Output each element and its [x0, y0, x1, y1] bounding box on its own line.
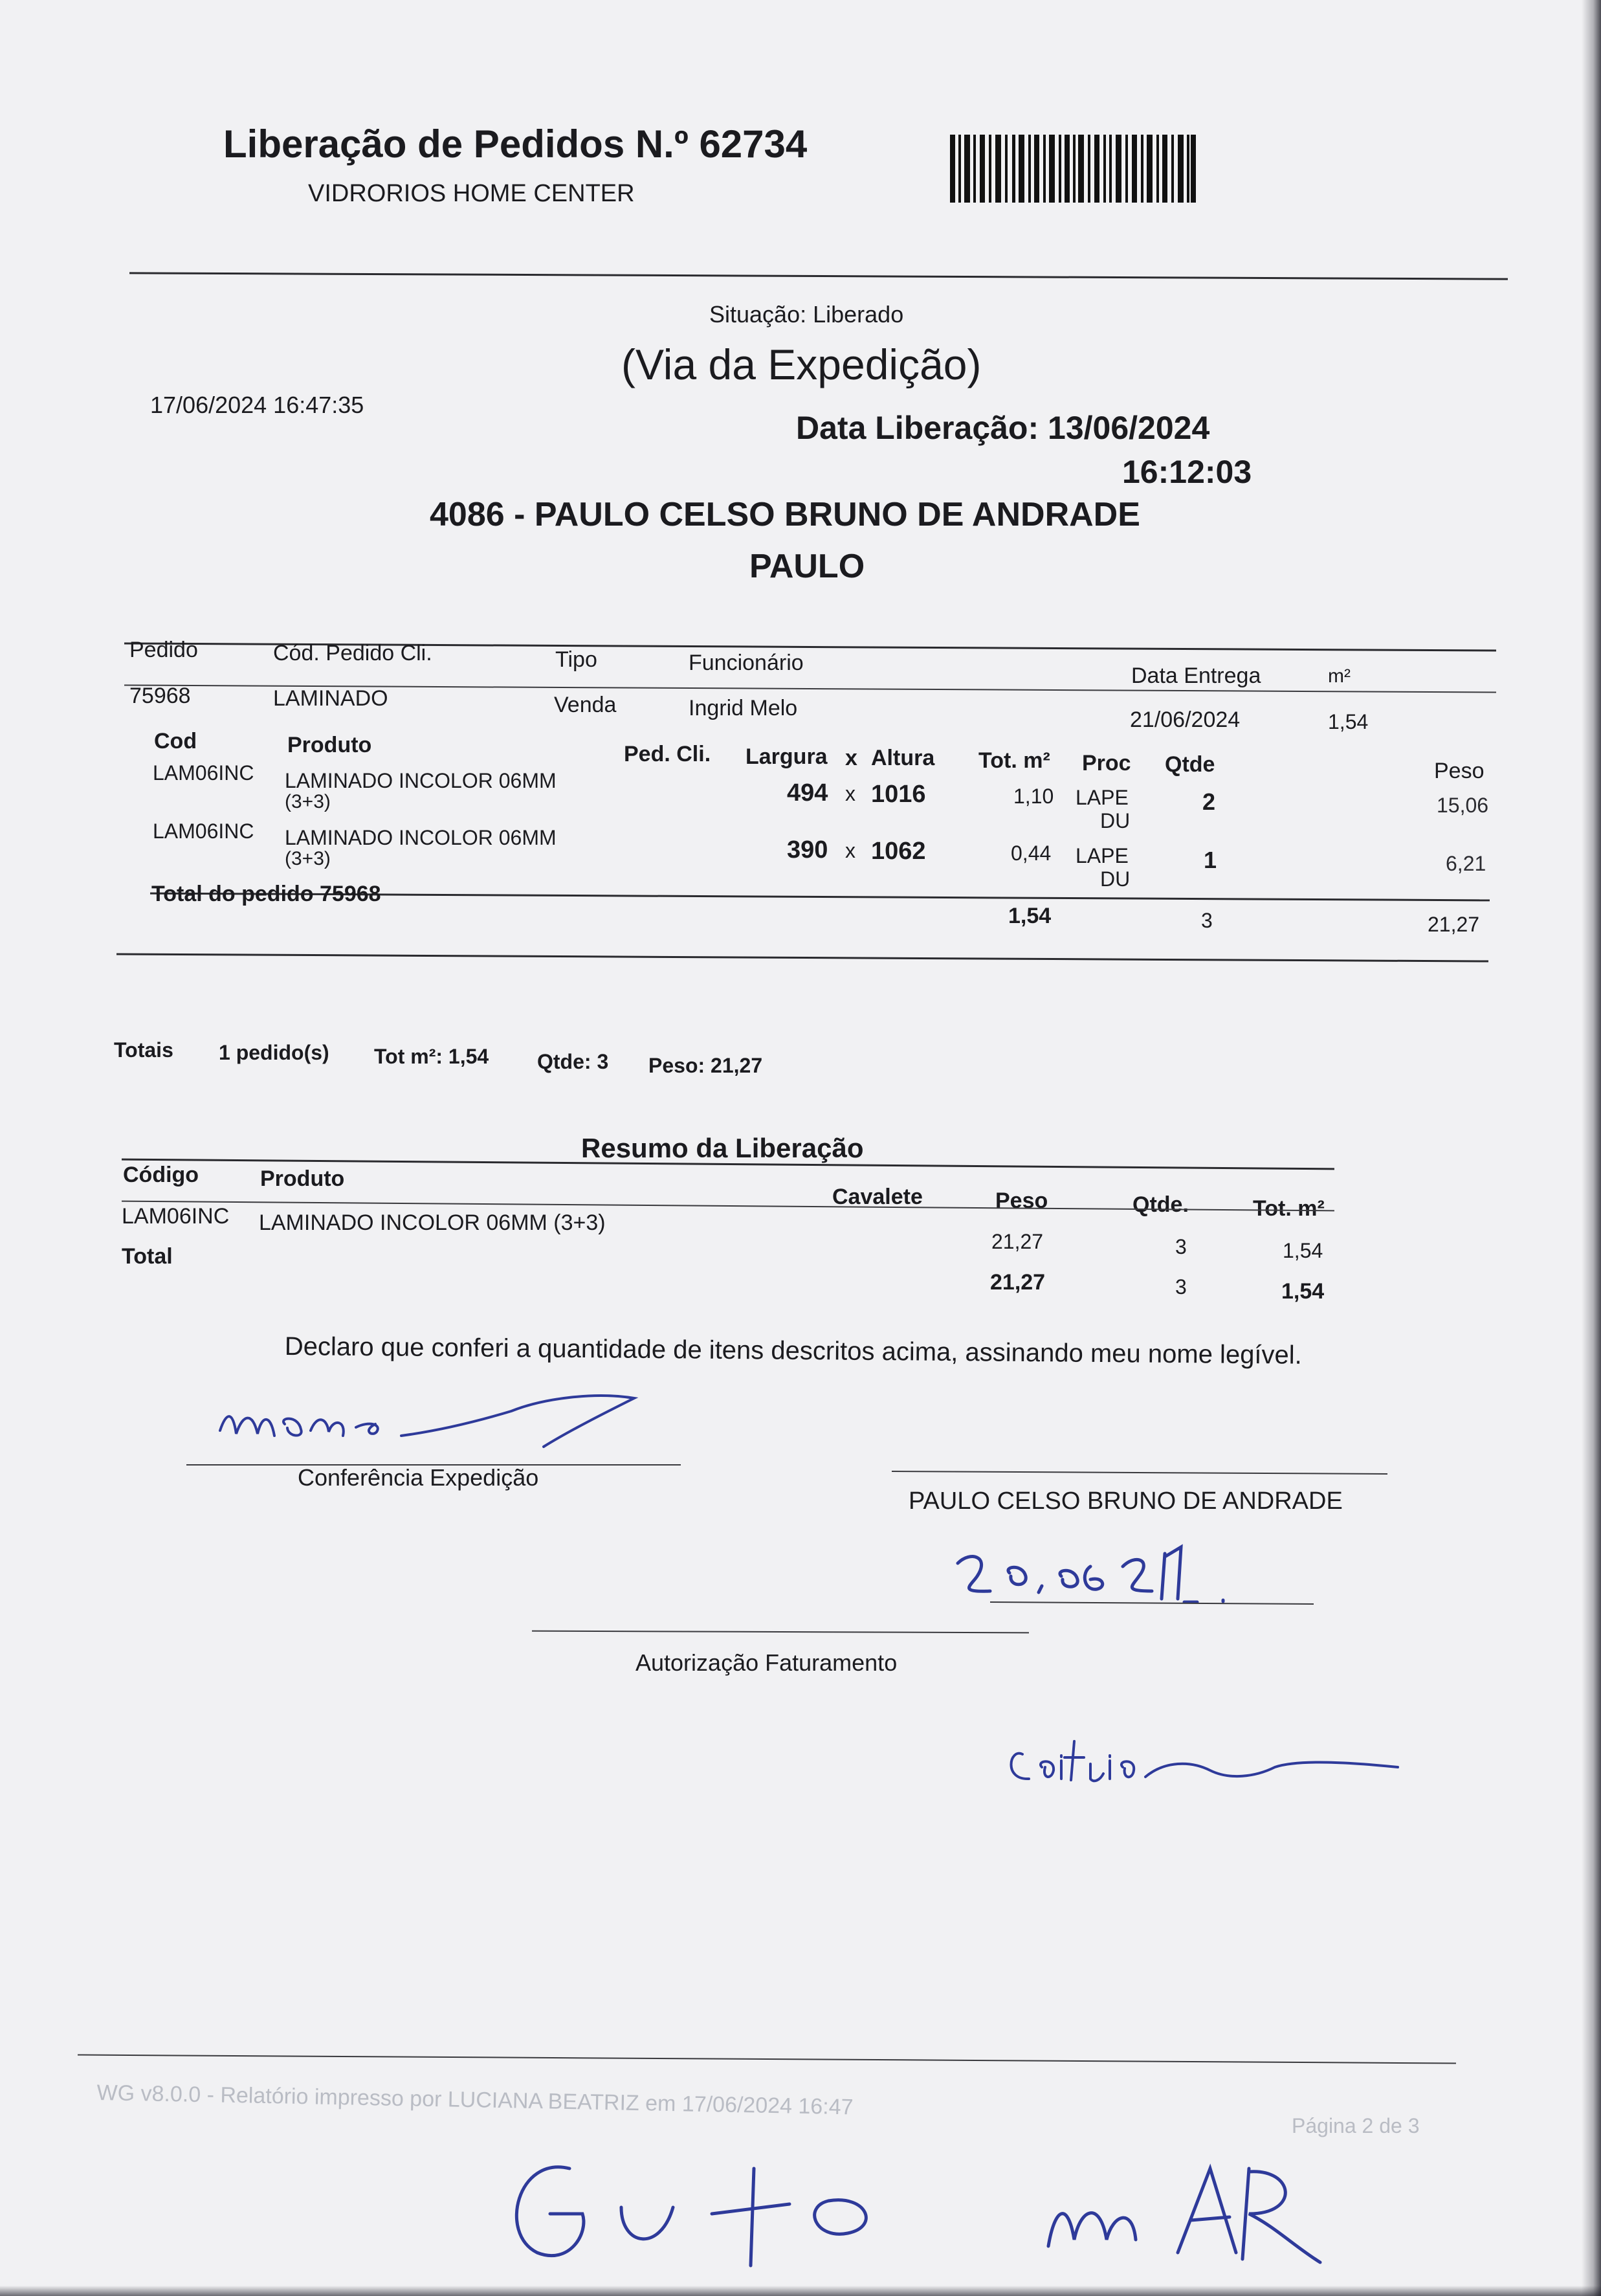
via-label: (Via da Expedição) [621, 340, 982, 388]
row2-produto-line2: (3+3) [285, 848, 331, 869]
row1-cod: LAM06INC [153, 761, 254, 785]
val-data-entrega: 21/06/2024 [1130, 708, 1241, 732]
report-title: Liberação de Pedidos N.º 62734 [223, 122, 808, 166]
conferencia-label: Conferência Expedição [298, 1464, 539, 1491]
footer-page: Página 2 de 3 [1292, 2114, 1420, 2137]
row2-proc-line2: DU [1100, 867, 1131, 891]
autorizacao-signature [997, 1722, 1411, 1800]
col-cod: Cod [154, 729, 197, 753]
header-divider [129, 272, 1508, 280]
order-total-label: Total do pedido 75968 [151, 882, 381, 906]
printed-datetime: 17/06/2024 16:47:35 [150, 392, 364, 418]
row1-x: x [845, 782, 856, 805]
resumo-total-label: Total [122, 1244, 173, 1269]
totais-pedidos: 1 pedido(s) [219, 1041, 329, 1064]
resumo-row-peso: 21,27 [991, 1230, 1044, 1253]
col-altura: Altura [871, 746, 935, 770]
val-funcionario: Ingrid Melo [689, 696, 798, 720]
val-pedido: 75968 [129, 684, 191, 708]
totais-peso: Peso: 21,27 [648, 1054, 763, 1077]
row2-qtde: 1 [1204, 847, 1217, 873]
resumo-row-qtde: 3 [1175, 1235, 1187, 1258]
row1-produto-line1: LAMINADO INCOLOR 06MM [285, 769, 557, 792]
order-total-m2: 1,54 [1008, 904, 1052, 928]
barcode-icon [950, 135, 1196, 203]
col-produto: Produto [287, 733, 372, 757]
hora-liberacao: 16:12:03 [1122, 454, 1252, 490]
col-tot-m2: Tot. m² [978, 748, 1050, 773]
col-pedido: Pedido [129, 638, 198, 662]
col-m2: m² [1328, 665, 1351, 687]
row2-peso: 6,21 [1446, 852, 1486, 875]
row1-proc-line1: LAPE [1076, 786, 1129, 809]
autorizacao-line [532, 1631, 1029, 1634]
col-ped-cli: Ped. Cli. [624, 742, 711, 766]
val-cod-pedido-cli: LAMINADO [273, 686, 388, 711]
row1-altura: 1016 [871, 781, 926, 808]
resumo-total-tot-m2: 1,54 [1281, 1279, 1325, 1304]
situacao-label: Situação: Liberado [709, 301, 904, 328]
resumo-total-qtde: 3 [1175, 1275, 1187, 1298]
resumo-row-produto: LAMINADO INCOLOR 06MM (3+3) [259, 1210, 606, 1235]
col-funcionario: Funcionário [689, 651, 804, 675]
col-x: x [845, 746, 857, 770]
client-sign-line [892, 1471, 1387, 1475]
declaration-text: Declaro que conferi a quantidade de itens descritos acima, assinando meu nome legível. [284, 1332, 1302, 1370]
row2-x: x [845, 839, 856, 862]
val-m2: 1,54 [1328, 710, 1369, 733]
row2-largura: 390 [787, 836, 828, 864]
col-data-entrega: Data Entrega [1131, 663, 1261, 688]
handwritten-note [492, 2143, 1385, 2285]
conferencia-signature [207, 1385, 660, 1469]
row1-tot-m2: 1,10 [1013, 785, 1054, 808]
col-peso: Peso [1434, 759, 1485, 783]
resumo-col-tot-m2: Tot. m² [1253, 1196, 1325, 1221]
resumo-col-qtde: Qtde. [1132, 1192, 1189, 1217]
row2-proc-line1: LAPE [1076, 844, 1129, 867]
resumo-col-peso: Peso [995, 1188, 1048, 1213]
row1-proc-line2: DU [1100, 809, 1131, 832]
row1-peso: 15,06 [1437, 794, 1489, 817]
row2-cod: LAM06INC [153, 819, 254, 843]
resumo-col-produto: Produto [260, 1166, 345, 1191]
row2-altura: 1062 [871, 838, 926, 865]
order-total-peso: 21,27 [1428, 913, 1480, 936]
col-qtde: Qtde [1165, 752, 1215, 777]
scan-edge-shadow [1582, 0, 1601, 2296]
footer-line [78, 2054, 1456, 2064]
col-tipo: Tipo [555, 647, 597, 672]
col-largura: Largura [745, 744, 828, 769]
autorizacao-label: Autorização Faturamento [635, 1649, 898, 1676]
resumo-title: Resumo da Liberação [581, 1133, 864, 1163]
handwritten-date [951, 1541, 1327, 1612]
order-total-qtde: 3 [1201, 909, 1213, 932]
val-tipo: Venda [554, 693, 617, 717]
totais-label: Totais [114, 1038, 173, 1062]
resumo-col-cavalete: Cavalete [832, 1185, 923, 1209]
row1-produto-line2: (3+3) [285, 791, 331, 812]
client-sign-label: PAULO CELSO BRUNO DE ANDRADE [909, 1488, 1343, 1515]
resumo-row-tot-m2: 1,54 [1283, 1239, 1323, 1262]
totais-tot-m2: Tot m²: 1,54 [374, 1045, 489, 1068]
col-cod-pedido-cli: Cód. Pedido Cli. [273, 641, 432, 665]
row2-tot-m2: 0,44 [1011, 841, 1052, 865]
row2-produto-line1: LAMINADO INCOLOR 06MM [285, 826, 557, 849]
resumo-col-codigo: Código [123, 1163, 199, 1187]
resumo-total-peso: 21,27 [990, 1270, 1046, 1295]
order-section-bottom [116, 953, 1488, 962]
totais-qtde: Qtde: 3 [537, 1050, 609, 1073]
client-line: 4086 - PAULO CELSO BRUNO DE ANDRADE [430, 496, 1140, 533]
company-name: VIDRORIOS HOME CENTER [308, 180, 635, 207]
resumo-row-codigo: LAM06INC [122, 1204, 230, 1229]
scan-bottom-shadow [0, 2286, 1601, 2296]
row1-qtde: 2 [1202, 788, 1216, 815]
client-short: PAULO [749, 548, 865, 585]
data-liberacao: Data Liberação: 13/06/2024 [796, 410, 1210, 446]
col-proc: Proc [1082, 751, 1131, 775]
row1-largura: 494 [787, 779, 828, 807]
footer-printed-by: WG v8.0.0 - Relatório impresso por LUCIANA BEATRIZ em 17/06/2024 16:47 [96, 2080, 854, 2120]
